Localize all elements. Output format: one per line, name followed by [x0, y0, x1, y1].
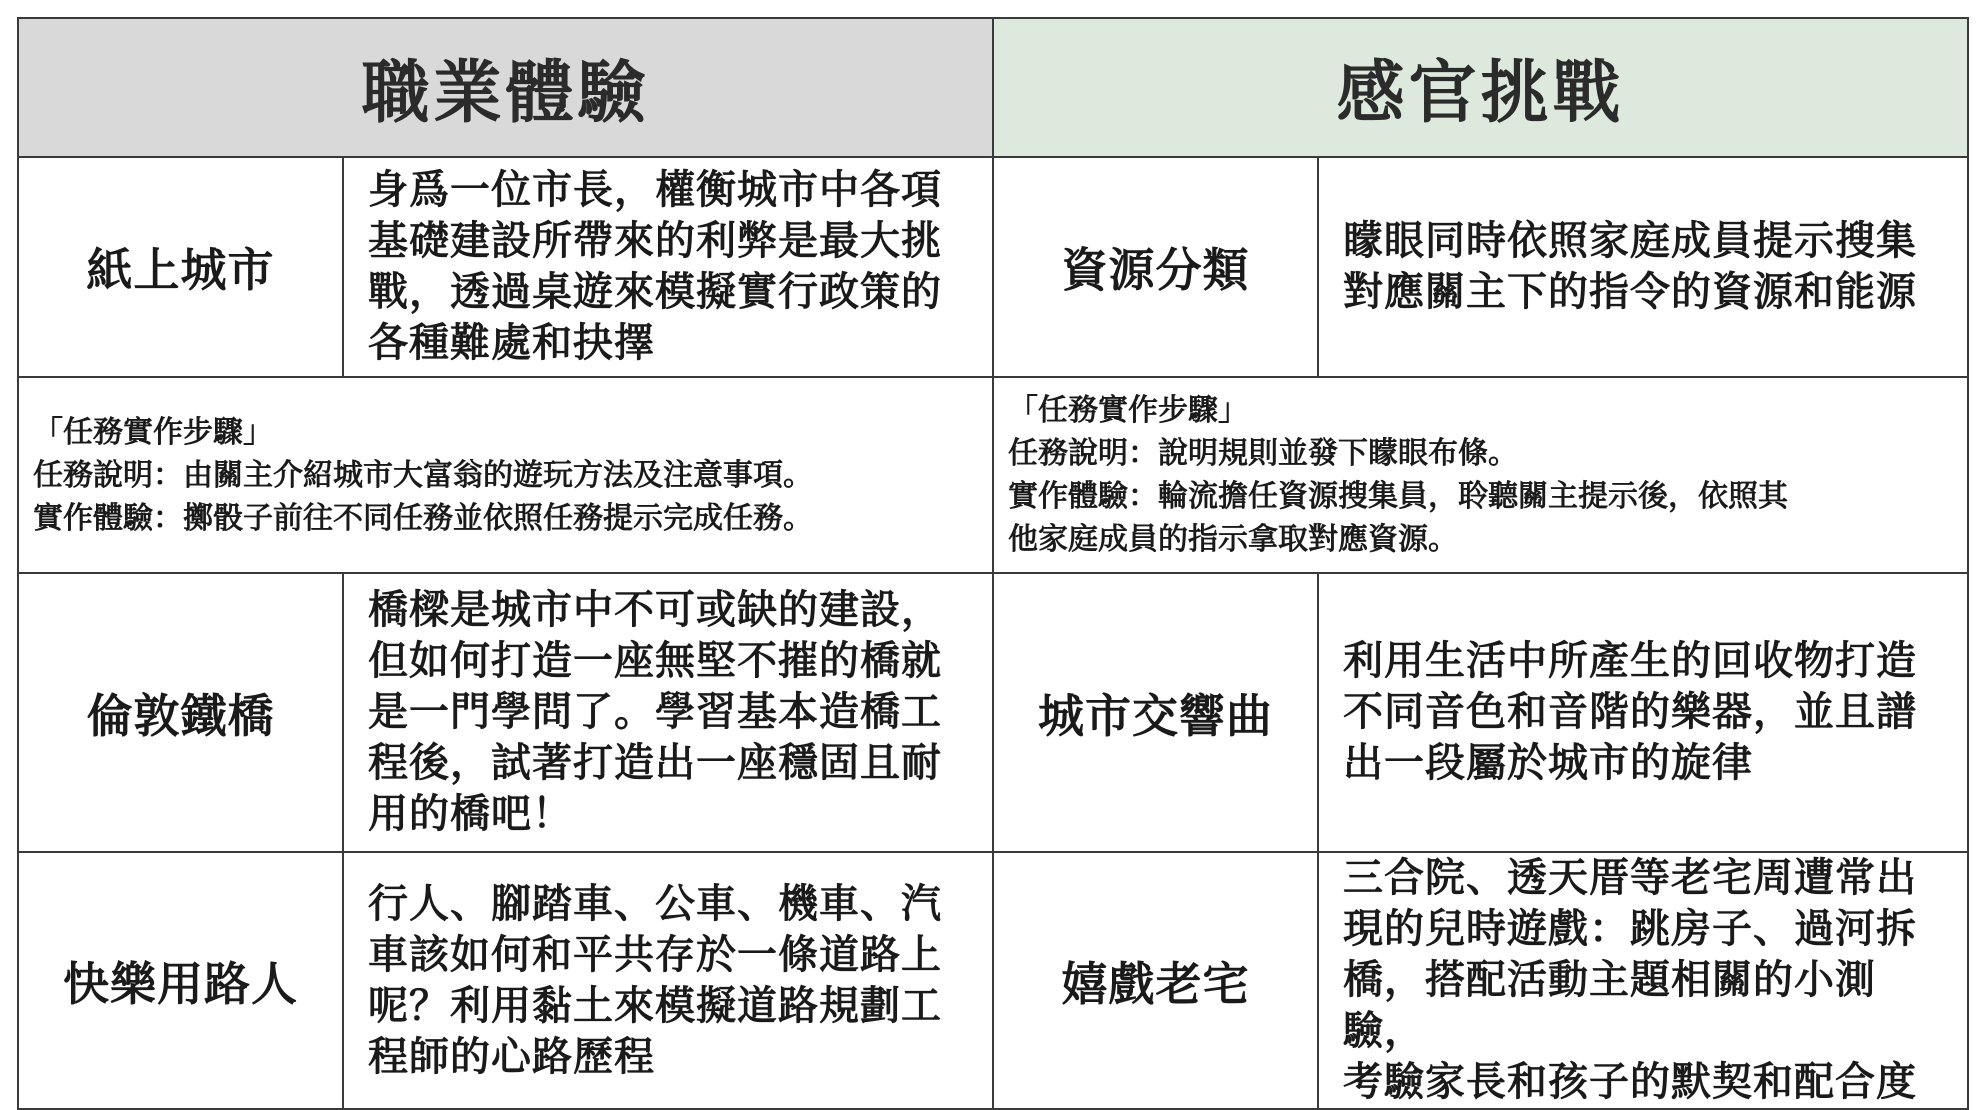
activity-table: [17, 17, 1969, 1110]
steps-row: [18, 377, 1968, 573]
steps-line: 任務說明：由關主介紹城市大富翁的遊玩方法及注意事項。: [33, 457, 813, 493]
activity-name: 快樂用路人: [18, 852, 343, 1109]
activity-name: 嬉戲老宅: [993, 852, 1318, 1109]
description-line: 行人、腳踏車、公車、機車、汽: [368, 880, 942, 927]
activity-description: [343, 573, 993, 852]
description-line: 橋，搭配活動主題相關的小測驗，: [1343, 957, 1877, 1054]
description-line: 身爲一位市長，權衡城市中各項: [368, 167, 942, 213]
steps-line: 「任務實作步驟」: [33, 414, 273, 450]
activity-description: [1318, 852, 1968, 1109]
steps-line: 「任務實作步驟」: [1008, 393, 1249, 428]
task-steps: [18, 377, 993, 573]
activity-description: [343, 852, 993, 1109]
description-line: 程師的心路歷程: [368, 1033, 655, 1080]
description-line: 車該如何和平共存於一條道路上: [368, 931, 942, 978]
career-experience-header: 職業體驗: [18, 18, 993, 157]
activity-name: 城市交響曲: [993, 573, 1318, 852]
description-line: 程後，試著打造出一座穩固且耐: [368, 740, 942, 786]
description-line: 矇眼同時依照家庭成員提示搜集: [1343, 218, 1918, 264]
description-line: 三合院、透天厝等老宅周遭常出: [1343, 855, 1918, 901]
activity-description: [1318, 573, 1968, 852]
activity-name: 紙上城市: [18, 157, 343, 377]
description-line: 基礎建設所帶來的利弊是最大挑: [368, 218, 942, 264]
steps-line: 他家庭成員的指示拿取對應資源。: [1008, 522, 1459, 557]
steps-line: 任務說明：說明規則並發下矇眼布條。: [1008, 436, 1519, 471]
steps-line: 實作體驗：擲骰子前往不同任務並依照任務提示完成任務。: [33, 500, 813, 536]
sensory-challenge-header: 感官挑戰: [993, 18, 1968, 157]
description-line: 但如何打造一座無堅不摧的橋就: [368, 638, 942, 684]
table-row: [18, 573, 1968, 852]
description-line: 橋樑是城市中不可或缺的建設，: [368, 587, 942, 633]
task-steps: [993, 377, 1968, 573]
description-line: 用的橋吧！: [368, 791, 573, 837]
header-row: [18, 18, 1968, 157]
description-line: 現的兒時遊戲：跳房子、過河拆: [1343, 906, 1918, 952]
description-line: 是一門學問了。學習基本造橋工: [368, 689, 942, 735]
description-line: 對應關主下的指令的資源和能源: [1343, 269, 1918, 315]
description-line: 呢？利用黏土來模擬道路規劃工: [368, 982, 942, 1029]
table-row: [18, 852, 1968, 1109]
table-row: [18, 157, 1968, 377]
activity-description: [1318, 157, 1968, 377]
description-line: 利用生活中所產生的回收物打造: [1343, 638, 1918, 684]
steps-line: 實作體驗：輪流擔任資源搜集員，聆聽關主提示後，依照其: [1008, 479, 1789, 514]
activity-name: 倫敦鐵橋: [18, 573, 343, 852]
description-line: 戰，透過桌遊來模擬實行政策的: [368, 269, 942, 315]
activity-description: [343, 157, 993, 377]
activity-name: 資源分類: [993, 157, 1318, 377]
description-line: 各種難處和抉擇: [368, 320, 655, 366]
description-line: 考驗家長和孩子的默契和配合度: [1343, 1059, 1918, 1105]
description-line: 不同音色和音階的樂器，並且譜: [1343, 689, 1918, 735]
description-line: 出一段屬於城市的旋律: [1343, 740, 1754, 786]
